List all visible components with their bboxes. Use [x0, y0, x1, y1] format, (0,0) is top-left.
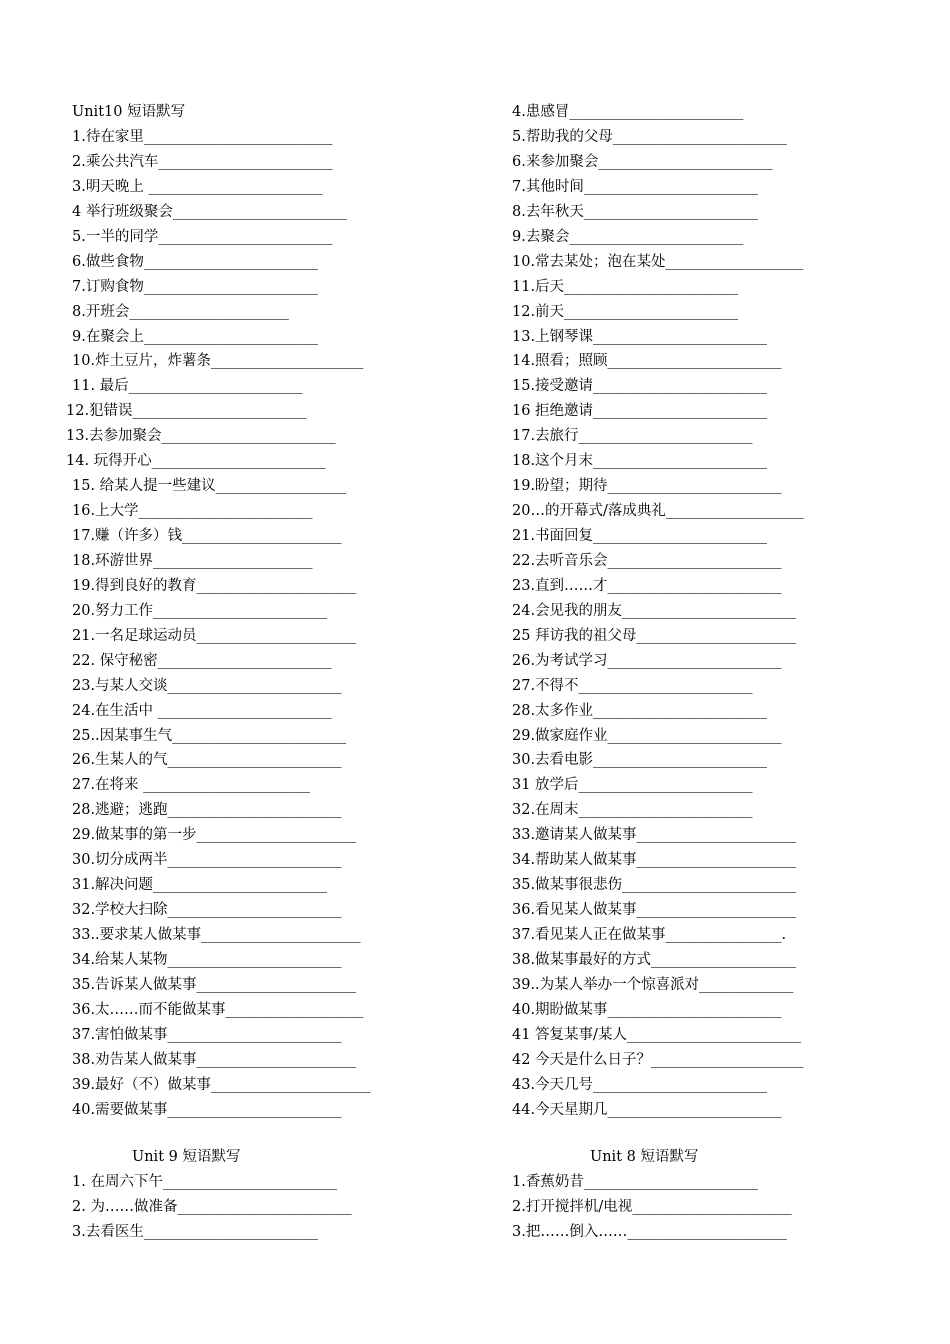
phrase-item: 30.去看电影________________________	[512, 752, 768, 769]
phrase-item: 27.在将来 _______________________	[72, 777, 310, 794]
phrase-item: 40.期盼做某事________________________	[512, 1001, 782, 1018]
phrase-item: 24.会见我的朋友________________________	[512, 602, 797, 619]
phrase-item: 6.做些食物________________________	[72, 253, 318, 270]
phrase-item: 22. 保守秘密________________________	[72, 652, 332, 669]
phrase-item: 23.直到……才________________________	[512, 577, 782, 594]
phrase-item: 10.常去某处；泡在某处___________________	[512, 253, 804, 270]
phrase-item: 39.最好（不）做某事______________________	[72, 1076, 371, 1093]
phrase-item: 3.把……倒入……______________________	[512, 1223, 787, 1240]
phrase-item: 18.这个月末________________________	[512, 453, 768, 470]
phrase-item: 29.做某事的第一步______________________	[72, 827, 357, 844]
phrase-item: 34.给某人某物________________________	[72, 951, 342, 968]
phrase-item: 11.后天________________________	[512, 278, 739, 295]
phrase-item: 1. 在周六下午________________________	[72, 1174, 337, 1190]
phrase-item: 17.去旅行________________________	[512, 428, 753, 445]
phrase-item: 10.炸土豆片，炸薯条_____________________	[72, 353, 364, 370]
phrase-item: 38.做某事最好的方式____________________	[512, 951, 797, 968]
phrase-item: 9.去聚会________________________	[512, 228, 744, 245]
phrase-item: 2.乘公共汽车________________________	[72, 153, 333, 170]
unit10-title: Unit10 短语默写	[72, 104, 186, 120]
phrase-item: 24.在生活中 ________________________	[72, 702, 332, 719]
phrase-item: 3.去看医生________________________	[72, 1223, 318, 1240]
phrase-item: 35.告诉某人做某事______________________	[72, 976, 357, 993]
phrase-item: 7.其他时间________________________	[512, 178, 758, 195]
phrase-item: 30.切分成两半________________________	[72, 852, 342, 869]
phrase-item: 15. 给某人提一些建议__________________	[72, 478, 347, 495]
phrase-item: 7.订购食物________________________	[72, 278, 318, 295]
phrase-item: 36.看见某人做某事______________________	[512, 902, 797, 919]
phrase-item: 3.明天晚上 ________________________	[72, 178, 323, 195]
unit10-left-column	[66, 100, 432, 1123]
phrase-item: 13.去参加聚会________________________	[66, 428, 336, 445]
phrase-item: 31 放学后________________________	[512, 777, 753, 794]
phrase-item: 40.需要做某事________________________	[72, 1101, 342, 1118]
phrase-item: 26.生某人的气________________________	[72, 752, 342, 769]
phrase-item: 5.帮助我的父母________________________	[512, 129, 787, 145]
phrase-item: 25 拜访我的祖父母______________________	[512, 627, 797, 644]
phrase-item: 41 答复某事/某人________________________	[512, 1026, 801, 1043]
phrase-item: 2. 为……做准备________________________	[72, 1198, 352, 1215]
phrase-item: 9.在聚会上________________________	[72, 328, 318, 345]
phrase-item: 37.看见某人正在做某事________________.	[512, 927, 787, 943]
phrase-item: 36.太……而不能做某事___________________	[72, 1001, 364, 1018]
phrase-item: 16.上大学________________________	[72, 503, 313, 520]
phrase-item: 19.得到良好的教育______________________	[72, 577, 357, 594]
phrase-item: 32.在周末________________________	[512, 802, 753, 819]
phrase-item: 14. 玩得开心________________________	[66, 453, 326, 470]
phrase-item: 26.为考试学习________________________	[512, 652, 782, 669]
phrase-item: 6.来参加聚会________________________	[512, 153, 773, 170]
unit9-section	[72, 1145, 432, 1245]
phrase-item: 19.盼望；期待________________________	[512, 478, 782, 495]
phrase-item: 43.今天几号________________________	[512, 1076, 768, 1093]
phrase-item: 38.劝告某人做某事______________________	[72, 1051, 357, 1068]
phrase-item: 20…的开幕式/落成典礼___________________	[512, 503, 804, 520]
unit8-title: Unit 8 短语默写	[590, 1149, 699, 1165]
phrase-item: 20.努力工作________________________	[72, 602, 328, 619]
phrase-item: 11. 最后________________________	[72, 378, 303, 395]
phrase-item: 42 今天是什么日子？_____________________	[512, 1051, 804, 1068]
phrase-item: 32.学校大扫除________________________	[72, 902, 342, 919]
phrase-item: 2.打开搅拌机/电视______________________	[512, 1198, 792, 1215]
phrase-item: 12.前天________________________	[512, 303, 739, 320]
phrase-item: 5.一半的同学________________________	[72, 228, 333, 245]
phrase-item: 31.解决问题________________________	[72, 877, 328, 894]
unit8-section	[512, 1145, 872, 1245]
phrase-item: 17.赚（许多）钱______________________	[72, 528, 342, 544]
phrase-item: 18.环游世界______________________	[72, 552, 313, 569]
unit10-right-column	[512, 100, 872, 1123]
phrase-item: 23.与某人交谈________________________	[72, 677, 342, 694]
phrase-item: 1.待在家里__________________________	[72, 129, 333, 145]
phrase-item: 34.帮助某人做某事______________________	[512, 852, 797, 869]
phrase-item: 33..要求某人做某事______________________	[72, 927, 361, 943]
phrase-item: 4.患感冒________________________	[512, 104, 744, 120]
phrase-item: 33.邀请某人做某事______________________	[512, 827, 797, 844]
phrase-item: 44.今天星期几________________________	[512, 1101, 782, 1118]
phrase-item: 16 拒绝邀请________________________	[512, 403, 768, 420]
phrase-item: 21.一名足球运动员______________________	[72, 627, 357, 644]
phrase-item: 14.照看；照顾________________________	[512, 353, 782, 370]
phrase-item: 21.书面回复________________________	[512, 528, 768, 544]
phrase-item: 29.做家庭作业________________________	[512, 727, 782, 744]
phrase-item: 8.开班会______________________	[72, 303, 289, 320]
phrase-item: 25..因某事生气________________________	[72, 727, 347, 744]
phrase-item: 13.上钢琴课________________________	[512, 328, 768, 345]
unit9-title: Unit 9 短语默写	[132, 1149, 241, 1165]
phrase-item: 39..为某人举办一个惊喜派对_____________	[512, 976, 794, 993]
phrase-item: 37.害怕做某事________________________	[72, 1026, 342, 1043]
phrase-item: 28.太多作业________________________	[512, 702, 768, 719]
phrase-item: 4 举行班级聚会________________________	[72, 203, 347, 220]
phrase-item: 12.犯错误________________________	[66, 403, 307, 420]
phrase-item: 22.去听音乐会________________________	[512, 552, 782, 569]
phrase-item: 1.香蕉奶昔________________________	[512, 1174, 758, 1190]
phrase-item: 15.接受邀请________________________	[512, 378, 768, 395]
phrase-item: 27.不得不________________________	[512, 677, 753, 694]
phrase-item: 8.去年秋天________________________	[512, 203, 758, 220]
phrase-item: 28.逃避；逃跑________________________	[72, 802, 342, 819]
phrase-item: 35.做某事很悲伤________________________	[512, 877, 797, 894]
